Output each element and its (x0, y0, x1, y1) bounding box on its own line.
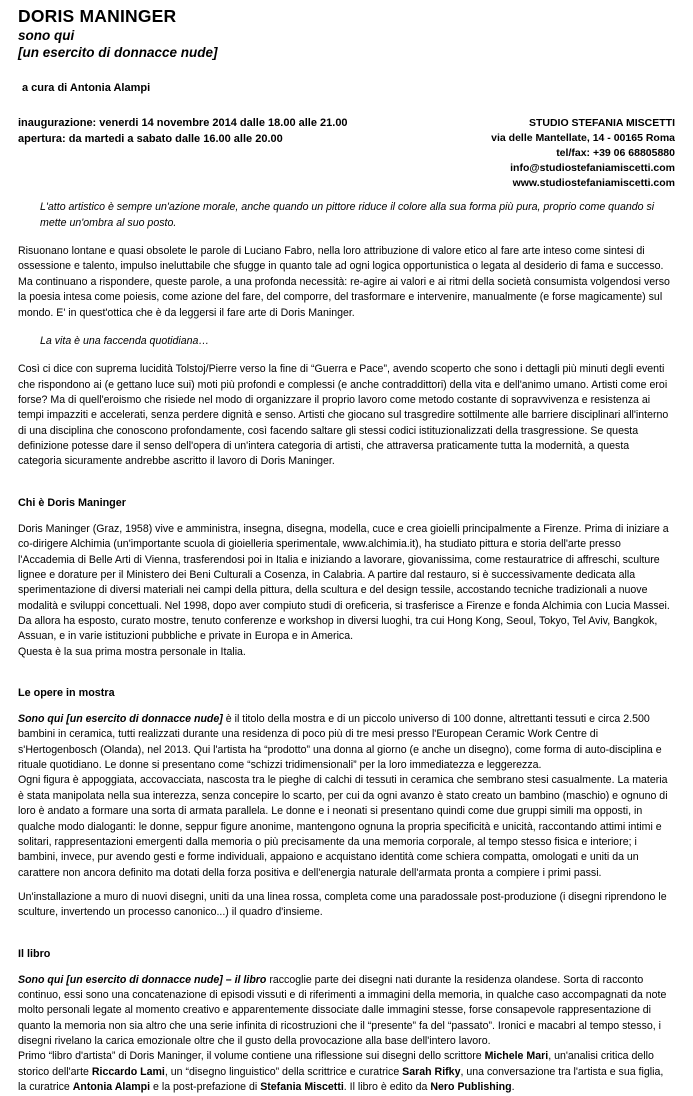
curator-credit: a cura di Antonia Alampi (22, 82, 151, 95)
spacer (18, 231, 675, 244)
book-paragraph-2 (18, 1049, 675, 1095)
pull-quote-fabro: L'atto artistico è sempre un'azione morale, anche quando un pittore riduce il colore alla sua forma più pura, proprio come quando si mette un'ombra al suo posto. (40, 201, 655, 229)
spacer (18, 921, 675, 948)
works-paragraph-1 (18, 712, 675, 773)
venue-block (491, 116, 675, 191)
spacer (18, 660, 675, 687)
works-title-lead: Sono qui [un esercito di donnacce nude] (18, 713, 223, 726)
contributor-riccardo-lami: Riccardo Lami (91, 1065, 165, 1078)
book-credits-seg-7: . (511, 1081, 515, 1094)
contributor-stefania-miscetti: Stefania Miscetti (260, 1081, 344, 1094)
book-title-lead: Sono qui [un esercito di donnacce nude] – il libro (18, 973, 267, 986)
venue-website[interactable]: www.studiostefaniamiscetti.com (512, 177, 675, 190)
spacer (18, 509, 675, 522)
contributor-michele-mari: Michele Mari (484, 1050, 549, 1063)
spacer (18, 881, 675, 890)
masthead (18, 6, 675, 190)
contributor-sarah-rifky: Sarah Rifky (402, 1065, 461, 1078)
venue-phone: tel/fax: +39 06 68805880 (556, 147, 675, 160)
venue-email[interactable]: info@studiostefaniamiscetti.com (510, 162, 675, 175)
info-row (18, 116, 675, 190)
book-credits-seg-4: , una conversazione tra l'artista e sua figlia, la curatrice (18, 1065, 664, 1094)
pull-quote-tolstoj: La vita è una faccenda quotidiana… (40, 334, 210, 347)
section-heading-bio: Chi è Doris Maninger (18, 496, 126, 509)
bio-paragraph-2: Questa è la sua prima mostra personale in Italia. (18, 645, 246, 658)
works-paragraph-1-text: è il titolo della mostra e di un piccolo universo di 100 donne, altrettanti tessuti e circa 2.500 bambini in ceramica, tutti realizzati durante una residenza di poco più di tre mesi presso l'European Ceramic Work Centre di s'Hertogenbosch (Olanda), nel 2013. Qui l'artista ha “prodotto” una donna al giorno (e anche un disegno), come forma di auto-disciplina e rituale quotidiano. Le donne si presentano come “schizzi tridimensionali” per la loro immediatezza e leggerezza. (18, 713, 662, 772)
venue-address: via delle Mantellate, 14 - 00165 Roma (491, 132, 675, 145)
book-credits-seg-1: Primo “libro d'artista” di Doris Maninger, il volume contiene una riflessione sui disegni dello scrittore (18, 1050, 485, 1063)
book-credits-seg-2: , un'analisi critica dello storico dell'arte (18, 1050, 654, 1078)
section-heading-works: Le opere in mostra (18, 687, 115, 700)
exhibition-subtitle-line-2: [un esercito di donnacce nude] (18, 44, 218, 60)
hours-line: apertura: da martedi a sabato dalle 16.00 alle 20.00 (18, 133, 283, 145)
spacer (18, 699, 675, 712)
spacer (18, 470, 675, 497)
works-paragraph-3: Un'installazione a muro di nuovi disegni, uniti da una linea rossa, completa come una paradossale post-produzione (i disegni riprendono le sculture, invertendo un processo canonico...) il quadro d'insieme. (18, 890, 667, 919)
opening-line: inaugurazione: venerdi 14 novembre 2014 dalle 18.00 alle 21.00 (18, 117, 348, 130)
contributor-antonia-alampi: Antonia Alampi (72, 1081, 151, 1094)
book-paragraph-1-text: raccoglie parte dei disegni nati durante la residenza olandese. Sorta di racconto continuo, essi sono una concatenazione di episodi vissuti e di riferimenti a immagini della memoria, in qualche caso accompagnati da note molto personali legate al momento creativo e apparentemente dissociate dalle immagini stesse, forse consapevole rappresentazione di quanto la memoria non sia altro che una serie infinita di ricostruzioni che il “presente” fa del “passato”. Ironici e macabri al tempo stesso, i disegni rivelano la carica emozionale oltre che il gusto della provocazione alla base dell'intero lavoro. (18, 973, 667, 1048)
publisher-nero-publishing: Nero Publishing (430, 1081, 512, 1094)
spacer (18, 349, 675, 362)
spacer (18, 960, 675, 973)
intro-paragraph-2: Così ci dice con suprema lucidità Tolstoj/Pierre verso la fine di “Guerra e Pace”, avendo scoperto che sono i dettagli più minuti degli eventi che rispondono ai (e gettano luce sui) moti più profondi e complessi (e anche contraddittori) della vita e dell'animo umano. Artisti come eroi forse? Ma di quell'eroismo che risiede nel modo di organizzare il proprio lavoro come metodo costante di sopravvivenza e resistenza ai tempi impazziti e accelerati, senza perdere dignità e senso. Artisti che giocano sul trasgredire sottilmente alle barriere disciplinari all'interno di una disciplina che conoscono profondamente, così facendo saltare gli stessi codici istituzionalizzati della trasgressione. Se questa definizione potesse dare il senso dell'opera di un'intera categoria di artisti, che attraversa praticamente tutta la modernità, a questa categoria sicuramente andrebbe ascritto il lavoro di Doris Maninger. (18, 363, 669, 468)
book-credits-seg-5: e la post-prefazione di (150, 1081, 261, 1094)
works-paragraph-2: Ogni figura è appoggiata, accovacciata, nascosta tra le pieghe di calchi di tessuti in ceramica che sembrano stesi casualmente. La materia è stata manipolata nella sua interezza, senza concepire lo scarto, per cui da ogni avanzo è stato creato un bambino (maschio) e ognuno di loro è andato a formare una sorta di armata parallela. Le donne e i neonati si presentano quindi come due gruppi simili ma opposti, in qualche modo dialoganti: le donne, seppur figure anonime, mantengono ognuna la propria specificità e unicità, raccontando attimi intimi e solitari, rappresentazioni emergenti dalla memoria o più precisamente da una memoria corporale, al tempo stesso fisica e interiore; i bambini, invece, pur avendo gesti e forme individuali, appaiono e acquistano identità come schiera compatta, omologati e uniti da un carattere non ancora definito ma dotati della forza positiva e dell'energia naturale dell'armata pronta a compiere i primi passi. (18, 774, 668, 879)
book-paragraph-1 (18, 973, 675, 1050)
spacer (18, 321, 675, 334)
book-credits-seg-3: , un “disegno linguistico” della scrittrice e curatrice (164, 1065, 403, 1078)
page-title: DORIS MANINGER (18, 6, 177, 26)
venue-name: STUDIO STEFANIA MISCETTI (528, 117, 675, 130)
book-credits-seg-6: . Il libro è edito da (343, 1081, 431, 1094)
intro-paragraph-1: Risuonano lontane e quasi obsolete le parole di Luciano Fabro, nella loro attribuzione di valore etico al fare arte inteso come sintesi di ossessione e talento, impulso ineluttabile che sfugge in quanto tale ad ogni logica opportunistica o legata al desiderio di fama e successo. Ma continuano a rispondere, queste parole, a una profonda necessità: re-agire ai valori e ai ritmi della società consumista volgendosi verso la poesia intesa come poiesis, come azione del fare, del comporre, del trasformare e intervenire, manualmente (e forse magicamente) sul mondo. E' in quest'ottica che è da leggersi il fare arte di Doris Maninger. (18, 245, 670, 319)
bio-paragraph-1: Doris Maninger (Graz, 1958) vive e amministra, insegna, disegna, modella, cuce e crea gioielli principalmente a Firenze. Prima di iniziare a co-dirigere Alchimia (un'importante scuola di gioielleria sperimentale, www.alchimia.it), ha studiato pittura e storia dell'arte presso l'Accademia di Belle Arti di Vienna, trasferendosi poi in Italia e iniziando a lavorare, giovanissima, come restauratrice di affreschi, sculture lignee e dorature per il Ministero dei Beni Culturali a Cosenza, in Calabria. A partire dal restauro, si è successivamente dedicata alla sperimentazione di diversi materiali nei campi della pittura, della scultura e del design tessile, accostando tecniche tradizionali a nuove modalità e sviluppi concettuali. Nel 1998, dopo aver compiuto studi di oreficeria, si trasferisce a Firenze e fonda Alchimia con Lucia Massei. Da allora ha esposto, curato mostre, tenuto conferenze e workshop in diversi luoghi, tra cui Hong Kong, Seoul, Tokyo, Tel Aviv, Bangkok, Assuan, e in varie istituzioni pubbliche e private in Europa e in America. (18, 522, 670, 643)
section-heading-book: Il libro (18, 947, 51, 960)
exhibition-subtitle-line-1: sono qui (18, 27, 75, 43)
